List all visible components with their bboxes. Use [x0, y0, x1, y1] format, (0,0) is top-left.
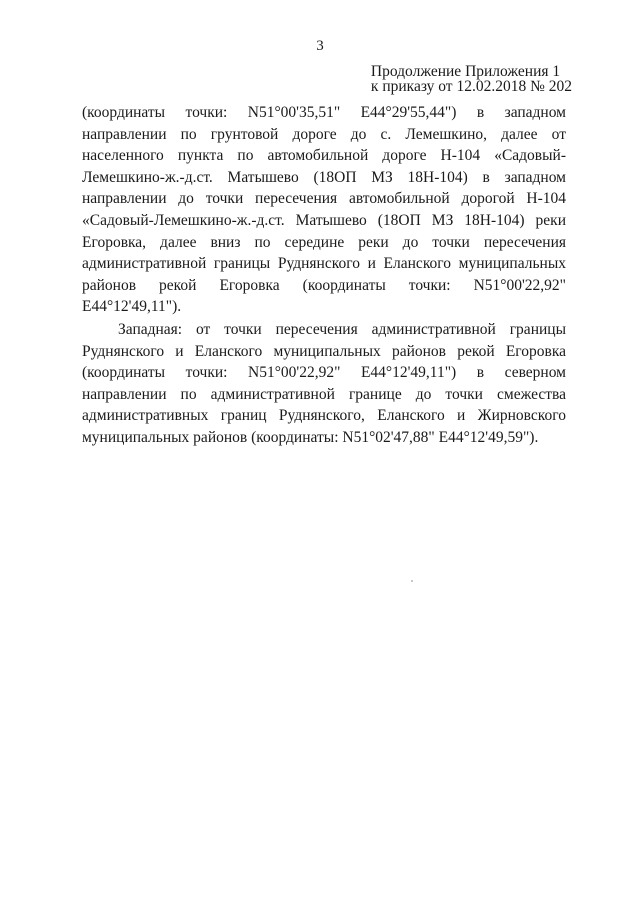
- appendix-header: [371, 64, 572, 94]
- appendix-header-line-1: Продолжение Приложения 1: [370, 63, 561, 80]
- document-body: [82, 102, 566, 449]
- paragraph-continuation: (координаты точки: N51°00'35,51" E44°29'55,44") в западном направлении по грунтовой дороге до с. Лемешкино, далее от населенного пункта по автомобильной дороге Н-104 «Садовый-Лемешкино-ж.-д.ст. Матышево (18ОП МЗ 18Н-104) в западном направлении до точки пересечения автомобильной дорогой Н-104 «Садовый-Лемешкино-ж.-д.ст. Матышево (18ОП МЗ 18Н-104) реки Егоровка, далее вниз по середине реки до точки пересечения административной границы Руднянского и Еланского муниципальных районов рекой Егоровка (координаты точки: N51°00'22,92" E44°12'49,11").: [82, 104, 566, 316]
- paragraph-western-boundary: Западная: от точки пересечения административной границы Руднянского и Еланского муниципальных районов рекой Егоровка (координаты точки: N51°00'22,92" E44°12'49,11") в северном направлении по административной границе до точки смежества административных границ Руднянского, Еланского и Жирновского муниципальных районов (координаты: N51°02'47,88" E44°12'49,59").: [82, 320, 566, 446]
- appendix-header-line-2: к приказу от 12.02.2018 № 202: [370, 78, 572, 95]
- scan-speck: [411, 580, 413, 582]
- page-number: 3: [316, 38, 324, 54]
